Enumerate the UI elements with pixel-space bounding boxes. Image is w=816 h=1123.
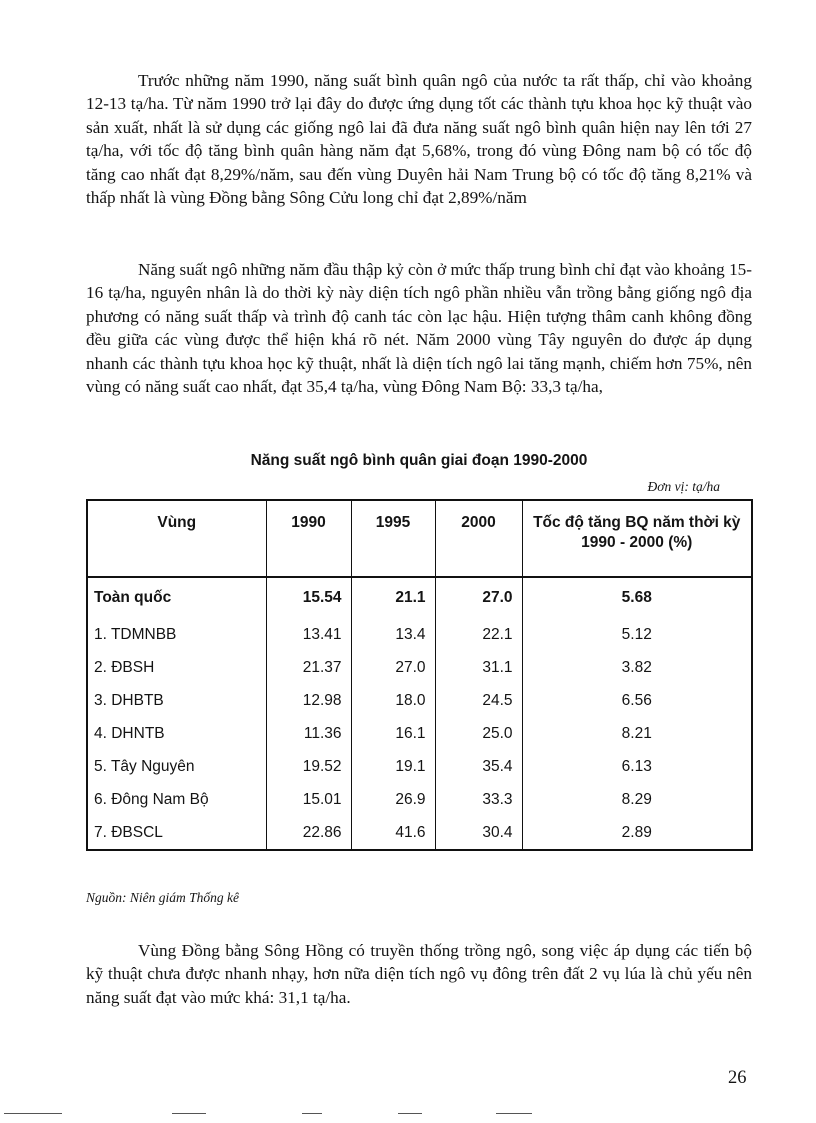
paragraph-regional-yield: Năng suất ngô những năm đầu thập kỷ còn ở mức thấp trung bình chỉ đạt vào khoảng 15-16 tạ/ha, nguyên nhân là do thời kỳ này diện tích ngô phần nhiều vẫn trồng bằng giống ngô địa phương có năng suất thấp và trình độ canh tác còn lạc hậu. Hiện tượng thâm canh không đồng đều giữa các vùng được thể hiện khá rõ nét. Năm 2000 vùng Tây nguyên do được áp dụng nhanh các thành tựu khoa học kỹ thuật, nhất là diện tích ngô lai tăng mạnh, chiếm hơn 75%, nên vùng có năng suất cao nhất, đạt 35,4 tạ/ha, vùng Đông Nam Bộ: 33,3 tạ/ha, — [86, 260, 752, 397]
cell-region: Toàn quốc — [94, 589, 172, 606]
cell-1990: 19.52 — [266, 750, 351, 783]
table-row — [87, 577, 752, 618]
table-row — [87, 717, 752, 750]
cell-region: 5. Tây Nguyên — [94, 757, 195, 775]
cell-2000: 31.1 — [435, 651, 522, 684]
paragraph-red-river-delta: Vùng Đồng bằng Sông Hồng có truyền thống trồng ngô, song việc áp dụng các tiến bộ kỹ thuật chưa được nhanh nhạy, hơn nữa diện tích ngô vụ đông trên đất 2 vụ lúa là chủ yếu nên năng suất đạt vào mức khá: 31,1 tạ/ha. — [86, 941, 752, 1007]
scan-artifact-line — [172, 1113, 206, 1114]
cell-region: 2. ĐBSH — [94, 658, 155, 676]
scan-artifact-line — [4, 1113, 62, 1114]
cell-1990: 12.98 — [266, 684, 351, 717]
cell-region: 7. ĐBSCL — [94, 823, 163, 841]
cell-growth-rate: 5.68 — [522, 577, 752, 618]
table-row — [87, 816, 752, 850]
header-growth-rate: Tốc độ tăng BQ năm thời kỳ 1990 - 2000 (%) — [522, 500, 752, 577]
cell-growth-rate: 8.21 — [522, 717, 752, 750]
cell-1990: 15.01 — [266, 783, 351, 816]
cell-1990: 11.36 — [266, 717, 351, 750]
table-header-row — [87, 500, 752, 577]
cell-region: 1. TDMNBB — [94, 625, 177, 643]
cell-growth-rate: 6.56 — [522, 684, 752, 717]
cell-growth-rate: 2.89 — [522, 816, 752, 850]
cell-2000: 24.5 — [435, 684, 522, 717]
table-row — [87, 618, 752, 651]
cell-1990: 13.41 — [266, 618, 351, 651]
page-number: 26 — [728, 1068, 747, 1088]
paragraph-intro: Trước những năm 1990, năng suất bình quân ngô của nước ta rất thấp, chỉ vào khoảng 12-13 tạ/ha. Từ năm 1990 trở lại đây do được ứng dụng tốt các thành tựu khoa học kỹ thuật vào sản xuất, nhất là sử dụng các giống ngô lai đã đưa năng suất ngô bình quân hiện nay lên tới 27 tạ/ha, với tốc độ tăng bình quân hàng năm đạt 5,68%, trong đó vùng Đông nam bộ có tốc độ tăng cao nhất đạt 8,29%/năm, sau đến vùng Duyên hải Nam Trung bộ có tốc độ tăng 8,21% và thấp nhất là vùng Đồng bằng Sông Cửu long chỉ đạt 2,89%/năm — [86, 71, 752, 208]
scan-artifact-line — [302, 1113, 322, 1114]
cell-growth-rate: 3.82 — [522, 651, 752, 684]
scan-artifact-line — [496, 1113, 532, 1114]
table-row — [87, 651, 752, 684]
table-row — [87, 783, 752, 816]
cell-1995: 21.1 — [351, 577, 435, 618]
cell-1995: 41.6 — [351, 816, 435, 850]
header-1990: 1990 — [266, 500, 351, 577]
scan-artifact-line — [398, 1113, 422, 1114]
header-1995: 1995 — [351, 500, 435, 577]
cell-2000: 30.4 — [435, 816, 522, 850]
table-unit: Đơn vị: tạ/ha — [647, 479, 720, 494]
cell-1995: 16.1 — [351, 717, 435, 750]
cell-1990: 15.54 — [266, 577, 351, 618]
cell-2000: 27.0 — [435, 577, 522, 618]
cell-2000: 35.4 — [435, 750, 522, 783]
table-source: Nguồn: Niên giám Thống kê — [86, 890, 239, 905]
cell-growth-rate: 5.12 — [522, 618, 752, 651]
cell-2000: 33.3 — [435, 783, 522, 816]
header-2000: 2000 — [435, 500, 522, 577]
cell-region: 4. DHNTB — [94, 724, 165, 742]
table-row — [87, 684, 752, 717]
yield-table — [86, 499, 753, 851]
table-row — [87, 750, 752, 783]
cell-growth-rate: 8.29 — [522, 783, 752, 816]
cell-region: 3. DHBTB — [94, 691, 164, 709]
cell-1990: 21.37 — [266, 651, 351, 684]
header-region: Vùng — [87, 500, 266, 577]
cell-2000: 22.1 — [435, 618, 522, 651]
cell-1995: 27.0 — [351, 651, 435, 684]
cell-1995: 26.9 — [351, 783, 435, 816]
cell-1990: 22.86 — [266, 816, 351, 850]
cell-growth-rate: 6.13 — [522, 750, 752, 783]
cell-2000: 25.0 — [435, 717, 522, 750]
cell-1995: 18.0 — [351, 684, 435, 717]
cell-1995: 19.1 — [351, 750, 435, 783]
cell-1995: 13.4 — [351, 618, 435, 651]
cell-region: 6. Đông Nam Bộ — [94, 790, 209, 808]
table-title: Năng suất ngô bình quân giai đoạn 1990-2000 — [250, 452, 588, 469]
